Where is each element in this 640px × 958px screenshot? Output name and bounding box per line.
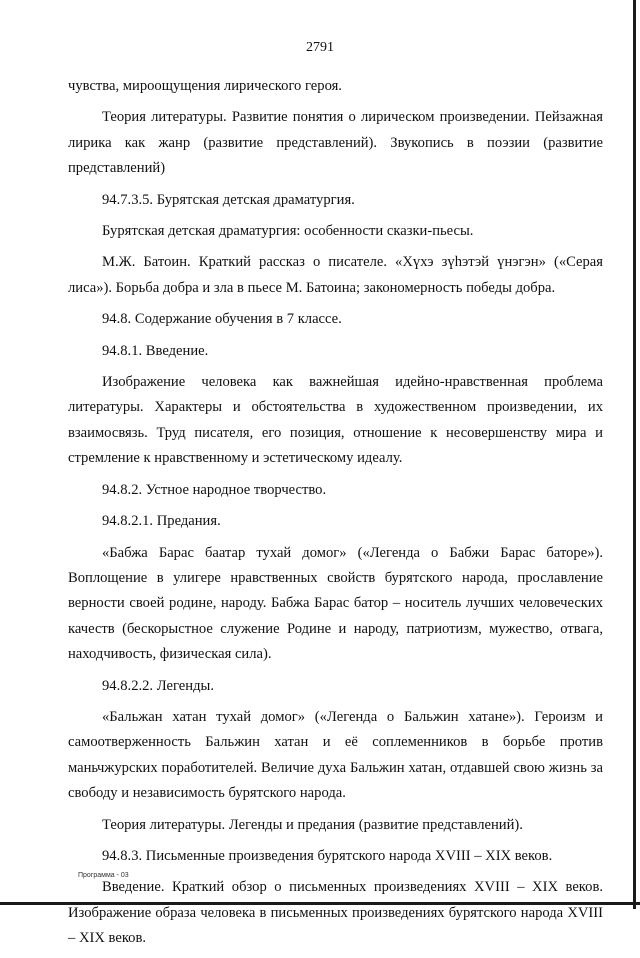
page-number: 2791 [306,40,334,55]
paragraph: чувства, мироощущения лирического героя. [68,78,342,94]
footer-label: Программа - 03 [78,872,129,879]
page-body [68,74,603,958]
section-heading: 94.8.2. Устное народное творчество. [102,481,327,498]
paragraph: «Бальжан хатан тухай домог» («Легенда о Бальжин хатане»). Героизм и самоотверженность Бальжин хатан и её соплеменников в борьбе против маньчжурских поработителей. Величие духа Бальжин хатан, отдавшей свою жизнь за свободу и независимость бурятского народа. [68,708,603,802]
section-heading: 94.8.2.1. Предания. [102,513,221,530]
paragraph: Теория литературы. Развитие понятия о лирическом произведении. Пейзажная лирика как жанр (развитие представлений). Звукопись в поэзии (развитие представлений) [68,109,603,177]
paragraph: Бурятская детская драматургия: особенности сказки-пьесы. [102,223,474,240]
paragraph: Теория литературы. Легенды и предания (развитие представлений). [102,816,523,833]
paragraph: Введение. Краткий обзор о письменных произведениях XVIII – XIX веков. Изображение образа человека в письменных произведениях бурятского народа XVIII – XIX веков. [68,879,603,947]
section-heading: 94.7.3.5. Бурятская детская драматургия. [102,191,355,208]
scan-edge-bottom [0,902,640,905]
scan-edge-right [633,0,636,909]
paragraph: «Бабжа Барас баатар тухай домог» («Легенда о Бабжи Барас баторе»). Воплощение в улигере нравственных свойств бурятского народа, прославление верности своей родине, народу. Бабжа Барас батор – носитель лучших человеческих качеств (бескорыстное служение Родине и народу, патриотизм, мужество, отвага, находчивость, физическая сила). [68,544,603,663]
section-heading: 94.8. Содержание обучения в 7 классе. [102,311,342,328]
section-heading: 94.8.3. Письменные произведения бурятского народа XVIII – XIX веков. [102,847,553,864]
section-heading: 94.8.1. Введение. [102,342,209,359]
paragraph: М.Ж. Батоин. Краткий рассказ о писателе. «Хүхэ зүһэтэй үнэгэн» («Серая лиса»). Борьба добра и зла в пьесе М. Батоина; закономерность победы добра. [68,254,603,296]
paragraph: Изображение человека как важнейшая идейно-нравственная проблема литературы. Характеры и обстоятельства в художественном произведении, их взаимосвязь. Труд писателя, его позиция, отношение к несовершенству мира и стремление к нравственному и эстетическому идеалу. [68,374,603,467]
section-heading: 94.8.2.2. Легенды. [102,677,214,694]
